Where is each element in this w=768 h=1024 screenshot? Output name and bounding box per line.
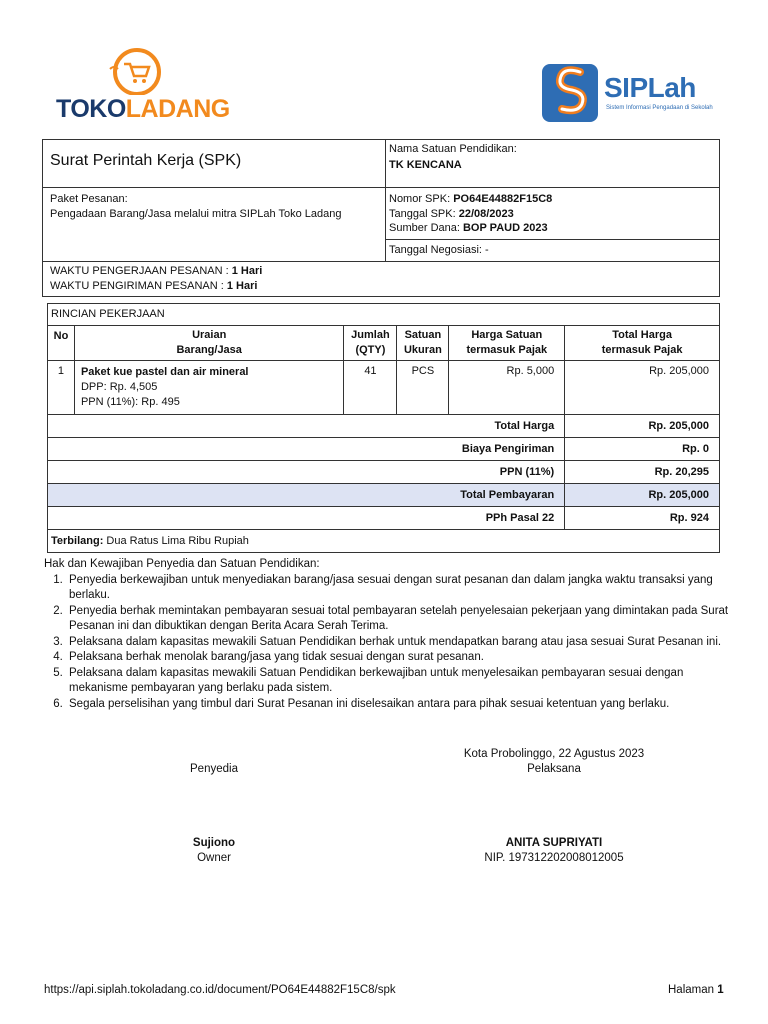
- list-item: 6. Segala perselisihan yang timbul dari Surat Pesanan ini diselesaikan antara para pihak sesuai ketentuan yang berlaku.: [66, 697, 734, 713]
- waktu-pengerjaan-value: 1 Hari: [231, 265, 263, 277]
- document-url: https://api.siplah.tokoladang.co.id/document/PO64E44882F15C8/spk: [44, 984, 396, 996]
- item-qty: 41: [344, 361, 397, 415]
- col-jumlah: Jumlah (QTY): [344, 326, 397, 361]
- item-total: Rp. 205,000: [565, 361, 720, 415]
- list-item: 4. Pelaksana berhak menolak barang/jasa yang tidak sesuai dengan surat pesanan.: [66, 650, 734, 666]
- penyedia-title: Owner: [197, 852, 231, 864]
- item-unit: PCS: [397, 361, 449, 415]
- total-harga-label: Total Harga: [48, 415, 565, 438]
- total-harga-value: Rp. 205,000: [565, 415, 720, 438]
- pph-row: [48, 507, 720, 530]
- nomor-spk: [389, 193, 552, 205]
- list-item: 5. Pelaksana dalam kapasitas mewakili Satuan Pendidikan berkewajiban untuk menyelesaikan pembayaran sesuai dengan mekanisme pembayaran yang berlaku pada sistem.: [66, 666, 734, 697]
- terbilang: [48, 530, 720, 553]
- paket-label: Paket Pesanan:: [50, 193, 128, 205]
- logo-text-toko: TOKO: [56, 95, 126, 123]
- waktu-pengiriman: [50, 280, 257, 292]
- tanggal-spk-label: Tanggal SPK:: [389, 208, 459, 220]
- paket-value: Pengadaan Barang/Jasa melalui mitra SIPLah Toko Ladang: [50, 208, 342, 220]
- logo-text-ladang: LADANG: [125, 95, 230, 123]
- terms-heading: Hak dan Kewajiban Penyedia dan Satuan Pendidikan:: [44, 558, 320, 570]
- pelaksana-role: Pelaksana: [527, 763, 581, 775]
- list-item: 1. Penyedia berkewajiban untuk menyediakan barang/jasa sesuai dengan surat pesanan dan dalam jangka waktu transaksi yang berlaku.: [66, 573, 734, 604]
- ppn-label: PPN (11%): [48, 461, 565, 484]
- siplah-wordmark: SIPLah: [604, 72, 696, 103]
- col-total: Total Harga termasuk Pajak: [565, 326, 720, 361]
- sumber-dana-label: Sumber Dana:: [389, 222, 463, 234]
- school-name: TK KENCANA: [389, 159, 462, 171]
- waktu-pengerjaan: [50, 265, 262, 277]
- item-description: [74, 361, 343, 415]
- col-no: No: [48, 326, 75, 361]
- page-indicator: [668, 984, 724, 996]
- waktu-pengerjaan-label: WAKTU PENGERJAAN PESANAN :: [50, 265, 232, 277]
- pelaksana-nip: NIP. 197312202008012005: [484, 852, 624, 864]
- nomor-spk-value: PO64E44882F15C8: [453, 193, 553, 205]
- rincian-title: RINCIAN PEKERJAAN: [51, 308, 165, 320]
- ppn-row: [48, 461, 720, 484]
- table-header-row: [48, 326, 720, 361]
- item-price: Rp. 5,000: [449, 361, 565, 415]
- col-satuan: Satuan Ukuran: [397, 326, 449, 361]
- list-item: 2. Penyedia berhak memintakan pembayaran sesuai total pembayaran setelah penyelesaian pekerjaan yang dimintakan pada Surat Pesanan ini dan dibuktikan dengan Berita Acara Serah Terima.: [66, 604, 734, 635]
- page-title: Surat Perintah Kerja (SPK): [50, 152, 242, 169]
- tanggal-spk: [389, 208, 514, 220]
- place-date: Kota Probolinggo, 22 Agustus 2023: [463, 748, 645, 760]
- pph-label: PPh Pasal 22: [48, 507, 565, 530]
- total-pembayaran-value: Rp. 205,000: [565, 484, 720, 507]
- pelaksana-name: ANITA SUPRIYATI: [505, 837, 603, 849]
- pph-value: Rp. 924: [565, 507, 720, 530]
- waktu-pengiriman-value: 1 Hari: [226, 280, 258, 292]
- item-name: Paket kue pastel dan air mineral: [80, 366, 249, 378]
- item-dpp: DPP: Rp. 4,505: [80, 381, 158, 393]
- tanggal-negosiasi: Tanggal Negosiasi: -: [389, 244, 489, 256]
- total-pembayaran-row: [48, 484, 720, 507]
- penyedia-name: Sujiono: [192, 837, 236, 849]
- ppn-value: Rp. 20,295: [565, 461, 720, 484]
- sumber-dana: [389, 222, 548, 234]
- school-label: Nama Satuan Pendidikan:: [389, 143, 517, 155]
- terms-section: [44, 557, 734, 712]
- item-ppn: PPN (11%): Rp. 495: [80, 396, 180, 408]
- penyedia-role: Penyedia: [190, 763, 238, 775]
- tokoladang-logo: [54, 47, 230, 127]
- nomor-spk-label: Nomor SPK:: [389, 193, 454, 205]
- col-uraian: Uraian Barang/Jasa: [74, 326, 343, 361]
- terbilang-label: Terbilang:: [51, 535, 104, 547]
- biaya-pengiriman-value: Rp. 0: [565, 438, 720, 461]
- rincian-table: [47, 325, 720, 553]
- sumber-dana-value: BOP PAUD 2023: [462, 222, 548, 234]
- biaya-pengiriman-row: [48, 438, 720, 461]
- page-number: 1: [717, 984, 724, 996]
- list-item: 3. Pelaksana dalam kapasitas mewakili Satuan Pendidikan berhak untuk mendapatkan barang atau jasa sesuai Surat Pesanan ini.: [66, 635, 734, 651]
- biaya-pengiriman-label: Biaya Pengiriman: [48, 438, 565, 461]
- terms-list: [44, 573, 734, 713]
- page-label: Halaman: [668, 984, 718, 996]
- waktu-pengiriman-label: WAKTU PENGIRIMAN PESANAN :: [50, 280, 227, 292]
- tanggal-spk-value: 22/08/2023: [458, 208, 514, 220]
- terbilang-value: Dua Ratus Lima Ribu Rupiah: [103, 535, 249, 547]
- siplah-subtitle: Sistem Informasi Pengadaan di Sekolah: [606, 105, 713, 111]
- siplah-logo: [540, 58, 730, 128]
- cart-icon: [104, 47, 174, 95]
- siplah-emblem-icon: [540, 58, 602, 124]
- item-no: 1: [48, 361, 75, 415]
- terbilang-row: [48, 530, 720, 553]
- total-harga-row: [48, 415, 720, 438]
- col-harga: Harga Satuan termasuk Pajak: [449, 326, 565, 361]
- total-pembayaran-label: Total Pembayaran: [48, 484, 565, 507]
- table-row: [48, 361, 720, 415]
